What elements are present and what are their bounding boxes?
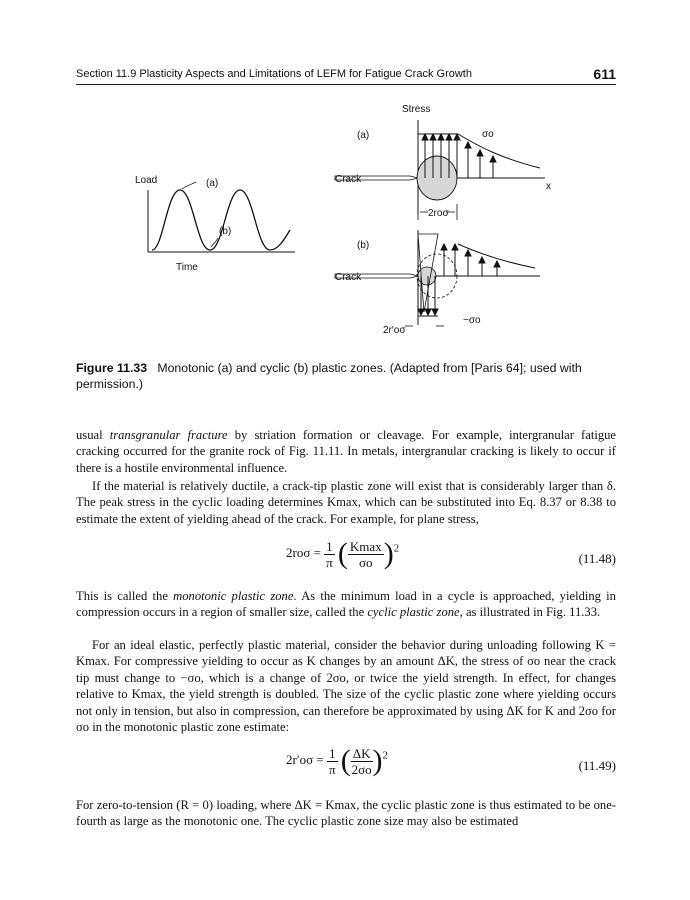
- term-transgranular: transgranular fracture: [109, 428, 228, 442]
- wave-label-b: (b): [219, 226, 232, 237]
- sigma-label: σo: [482, 129, 494, 140]
- load-time-graph: [135, 175, 295, 273]
- equation-11-49: 2r′oσ = $\frac{1}{\pi}$ ( $\frac{\Delta K}{2\sigma o}$ )$^2$ (11.49): [286, 744, 616, 777]
- panel-a-label: (a): [357, 130, 370, 141]
- mono-zone-label: 2roσ: [428, 208, 449, 219]
- equation-number-11-49: (11.49): [578, 758, 616, 773]
- cyclic-zone-diagram: [335, 230, 540, 336]
- section-title: Section 11.9 Plasticity Aspects and Limitations of LEFM for Fatigue Crack Growth: [76, 68, 472, 80]
- crack-label-b: Crack: [335, 272, 362, 283]
- header-rule: [76, 84, 616, 85]
- term-monotonic: monotonic plastic zone: [173, 589, 294, 603]
- caption-text: Monotonic (a) and cyclic (b) plastic zones. (Adapted from [Paris 64]; used with permission.): [76, 361, 582, 391]
- stress-label: Stress: [402, 104, 431, 115]
- crack-label-a: Crack: [335, 174, 362, 185]
- paragraph-1: usual transgranular fracture by striation formation or cleavage. For example, intergranular fatigue cracking occurred for the granite rock of Fig. 11.11. In metals, intergranular cracking is likely to occur if there is a hostile environmental influence.: [76, 428, 617, 475]
- running-header: [76, 66, 616, 84]
- x-axis-label: x: [546, 181, 551, 192]
- paragraph-2: If the material is relatively ductile, a crack-tip plastic zone will exist that is considerably larger than δ. The peak stress in the cyclic loading determines Kmax, which can be substituted into Eq. 8.37 or 8.38 to estimate the extent of yielding ahead of the crack. For example, for plane stress,: [76, 479, 616, 526]
- equation-number-11-48: (11.48): [578, 551, 616, 566]
- cyclic-zone-label: 2r′oσ: [383, 325, 406, 336]
- neg-sigma-label: −σo: [463, 315, 481, 326]
- panel-b-label: (b): [357, 240, 370, 251]
- time-label: Time: [176, 262, 198, 273]
- figure-number: Figure 11.33: [76, 361, 148, 375]
- paragraph-3: This is called the monotonic plastic zone. As the minimum load in a cycle is approached, yielding in compression occurs in a region of smaller size, called the cyclic plastic zone, as illustrated in Fig. 11.33.: [76, 589, 616, 620]
- paragraph-4: For an ideal elastic, perfectly plastic material, consider the behavior during unloading following K = Kmax. For compressive yielding to occur as K changes by an amount ΔK, the stress of σo near the crack tip must change to −σo, which is a change of 2σo, or twice the yield strength. In effect, for changes relative to Kmax, the yield strength is doubled. The size of the cyclic plastic zone where yielding occurs not only in tension, but also in compression, can therefore be approximated by using ΔK for K and 2σo for σo in the monotonic plastic zone estimate:: [76, 638, 616, 735]
- equation-11-48: 2roσ = $\frac{1}{\pi}$ ( $\frac{Kmax}{\sigma o}$ )$^2$ (11.48): [286, 537, 616, 570]
- load-label: Load: [135, 175, 158, 186]
- wave-label-a: (a): [206, 178, 219, 189]
- page-number: 611: [593, 66, 616, 82]
- figure-caption: [76, 360, 616, 392]
- figure-11-33: [0, 90, 690, 345]
- monotonic-zone-diagram: [335, 104, 551, 220]
- load-wave: [152, 190, 290, 250]
- monotonic-plastic-zone: [417, 156, 457, 200]
- paragraph-5: For zero-to-tension (R = 0) loading, where ΔK = Kmax, the cyclic plastic zone is thus estimated to be one-fourth as large as the monotonic one. The cyclic plastic zone size may also be estimated: [76, 798, 616, 829]
- term-cyclic: cyclic plastic zone: [367, 605, 460, 620]
